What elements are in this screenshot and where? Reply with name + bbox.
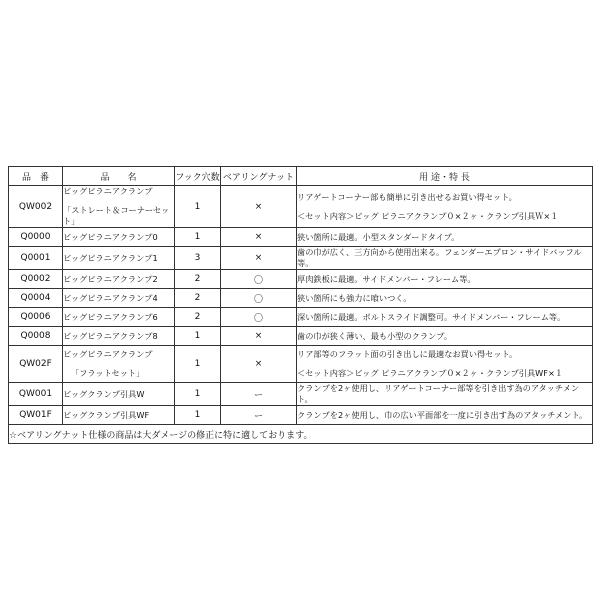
cell-name: ビッグピラニアクランプ2 (63, 270, 175, 289)
cell-bearing: 〇 (221, 289, 297, 308)
cell-name: ビッグクランプ引具W (63, 383, 175, 406)
cell-use: 歯の巾が狭く薄い、最も小型のクランプ。 (297, 327, 593, 346)
cell-holes: 3 (175, 247, 221, 270)
table-row (9, 346, 593, 383)
header-use: 用 途・特 長 (297, 167, 593, 186)
cell-code: Q0006 (9, 308, 63, 327)
cell-code: Q0002 (9, 270, 63, 289)
cell-name (63, 186, 175, 228)
footnote: ☆ベアリングナット仕様の商品は大ダメージの修正に特に適しております。 (9, 425, 593, 444)
table-row (9, 383, 593, 406)
header-row (9, 167, 593, 186)
cell-code: QW02F (9, 346, 63, 383)
name-line-2: 「フラットセット」 (71, 368, 145, 378)
cell-use (297, 186, 593, 228)
table-row (9, 406, 593, 425)
cell-holes: 1 (175, 346, 221, 383)
table-row (9, 247, 593, 270)
cell-holes: 2 (175, 289, 221, 308)
cell-use: 狭い箇所に最適。小型スタンダードタイプ。 (297, 228, 593, 247)
cell-holes: 1 (175, 406, 221, 425)
cell-code: QW01F (9, 406, 63, 425)
cell-code: QW001 (9, 383, 63, 406)
use-line-1: リアゲートコーナー部も簡単に引き出せるお買い得セット。 (297, 191, 517, 202)
cell-holes: 1 (175, 228, 221, 247)
cell-name: ビッグピラニアクランプ4 (63, 289, 175, 308)
cell-code: Q0001 (9, 247, 63, 270)
cell-holes: 1 (175, 186, 221, 228)
cell-use: 狭い箇所にも強力に喰いつく。 (297, 289, 593, 308)
cell-use: 歯の巾が広く、三方向から使用出来る。フェンダーエプロン・サイドバッフル等。 (297, 247, 593, 270)
cell-use: 厚肉鉄板に最適。サイドメンバー・フレーム等。 (297, 270, 593, 289)
table-row (9, 186, 593, 228)
cell-use: クランプを2ヶ使用し、リアゲートコーナー部等を引き出す為のアタッチメント。 (297, 383, 593, 406)
cell-use (297, 346, 593, 383)
table-row (9, 270, 593, 289)
table-row (9, 327, 593, 346)
cell-bearing: × (221, 247, 297, 270)
cell-bearing: 〇 (221, 308, 297, 327)
cell-code: Q0008 (9, 327, 63, 346)
cell-bearing: ー (221, 406, 297, 425)
use-line-2: ＜セット内容＞ビッグ ピラニアクランプ０×２ヶ・クランプ引具WF×１ (297, 368, 563, 378)
cell-use: 深い箇所に最適。ボルトスライド調整可。サイドメンバー・フレーム等。 (297, 308, 593, 327)
cell-name: ビッグクランプ引具WF (63, 406, 175, 425)
header-name: 品 名 (63, 167, 175, 186)
cell-name (63, 346, 175, 383)
header-holes: フック穴数 (175, 167, 221, 186)
cell-name: ビッグピラニアクランプ1 (63, 247, 175, 270)
name-line-1: ビッグピラニアクランプ (63, 349, 153, 359)
cell-code: QW002 (9, 186, 63, 228)
product-table (8, 166, 593, 444)
table-row (9, 308, 593, 327)
cell-bearing: 〇 (221, 270, 297, 289)
cell-name: ビッグピラニアクランプ6 (63, 308, 175, 327)
cell-bearing: × (221, 327, 297, 346)
cell-bearing: × (221, 346, 297, 383)
cell-holes: 2 (175, 270, 221, 289)
cell-bearing: × (221, 186, 297, 228)
cell-holes: 1 (175, 327, 221, 346)
cell-bearing: × (221, 228, 297, 247)
table-row (9, 289, 593, 308)
cell-bearing: ー (221, 383, 297, 406)
footnote-row (9, 425, 593, 444)
name-line-1: ビッグピラニアクランプ (63, 186, 153, 196)
cell-holes: 1 (175, 383, 221, 406)
cell-holes: 2 (175, 308, 221, 327)
cell-use: クランプを2ヶ使用し、巾の広い平面部を一度に引き出す為のアタッチメント。 (297, 406, 593, 425)
use-line-2: ＜セット内容＞ビッグ ピラニアクランプ０×２ヶ・クランプ引具Ｗ×１ (297, 210, 559, 221)
cell-code: Q0000 (9, 228, 63, 247)
cell-name: ビッグピラニアクランプ0 (63, 228, 175, 247)
cell-code: Q0004 (9, 289, 63, 308)
header-code: 品 番 (9, 167, 63, 186)
header-bearing: ベアリングナット (221, 167, 297, 186)
name-line-2: 「ストレート＆コーナーセット」 (63, 205, 170, 226)
cell-name: ビッグピラニアクランプ8 (63, 327, 175, 346)
use-line-1: リア部等のフラット面の引き出しに最適なお買い得セット。 (297, 349, 518, 359)
table-row (9, 228, 593, 247)
